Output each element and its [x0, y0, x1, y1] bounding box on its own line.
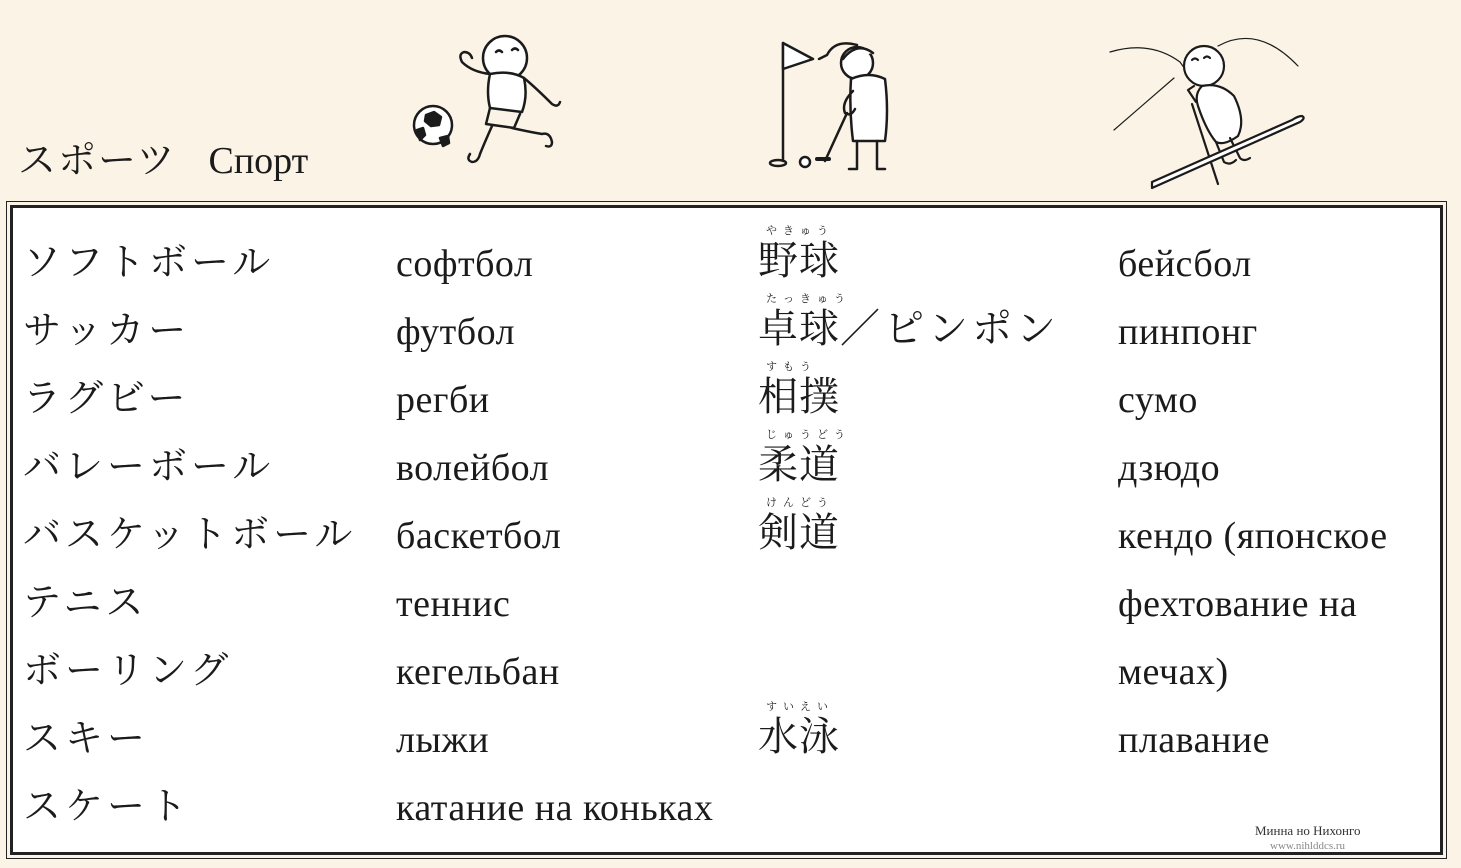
kanji-russian-translation: пинпонг — [1118, 311, 1258, 353]
kanji-entry — [758, 700, 840, 760]
table-row — [13, 360, 1440, 432]
kanji-reading: すもう — [766, 360, 817, 373]
kanji-russian-translation: плавание — [1118, 719, 1271, 761]
kanji-reading — [758, 565, 766, 579]
russian-translation: кегельбан — [396, 651, 560, 693]
kanji-russian-translation: фехтование на — [1118, 583, 1358, 625]
katakana-term: バレーボール — [23, 444, 275, 488]
table-row — [13, 292, 1440, 364]
kanji-russian-translation: сумо — [1118, 379, 1198, 421]
skier-icon — [1108, 30, 1308, 195]
vocab-table — [10, 205, 1443, 855]
kanji-reading: すいえい — [766, 700, 834, 713]
title-japanese: スポーツ — [18, 138, 177, 182]
table-row — [13, 428, 1440, 500]
katakana-term: スキー — [23, 716, 150, 760]
table-row — [13, 636, 1440, 704]
russian-translation: катание на коньках — [396, 787, 714, 829]
russian-translation: софтбол — [396, 243, 534, 285]
page-title — [18, 138, 308, 183]
katakana-term: ラグビー — [23, 376, 190, 420]
table-row — [13, 496, 1440, 568]
kanji-term: 剣道 — [758, 510, 840, 556]
kanji-russian-translation: кендо (японское — [1118, 515, 1388, 557]
russian-translation: волейбол — [396, 447, 550, 489]
kanji-entry — [758, 428, 851, 488]
kanji-russian-translation: дзюдо — [1118, 447, 1221, 489]
kanji-entry — [758, 496, 840, 556]
kanji-reading: けんどう — [766, 496, 834, 509]
table-row — [13, 700, 1440, 772]
kanji-entry — [758, 292, 1060, 352]
kanji-entry — [758, 360, 840, 420]
kanji-entry — [758, 564, 766, 583]
watermark: Минна но Нихонго — [1255, 823, 1361, 838]
katakana-term: バスケットボール — [23, 512, 357, 556]
russian-translation: регби — [396, 379, 490, 421]
kanji-reading: じゅうどう — [766, 428, 851, 441]
kanji-russian-translation: бейсбол — [1118, 243, 1252, 285]
title-russian: Спорт — [208, 140, 309, 182]
russian-translation: футбол — [396, 311, 516, 353]
russian-translation: баскетбол — [396, 515, 562, 557]
kanji-term: 卓球 — [758, 306, 840, 352]
katakana-term: ソフトボール — [23, 240, 275, 284]
kanji-alternative: ／ピンポン — [840, 306, 1060, 352]
katakana-term: ボーリング — [23, 648, 233, 692]
kanji-entry — [758, 224, 840, 284]
kanji-reading: やきゅう — [766, 224, 834, 237]
kanji-term: 水泳 — [758, 714, 840, 760]
kanji-term: 野球 — [758, 238, 840, 284]
golfer-icon — [765, 35, 915, 180]
katakana-term: サッカー — [23, 308, 191, 352]
kanji-term: 柔道 — [758, 442, 840, 488]
kanji-term: 相撲 — [758, 374, 840, 420]
kanji-reading — [758, 769, 766, 783]
kanji-reading: たっきゅう — [766, 292, 851, 305]
kanji-reading — [758, 633, 766, 647]
soccer-player-icon — [408, 30, 598, 180]
russian-translation: лыжи — [396, 719, 490, 761]
russian-translation: теннис — [396, 583, 511, 625]
table-row — [13, 568, 1440, 636]
watermark-url: www.nihlddcs.ru — [1270, 840, 1346, 852]
table-row — [13, 772, 1440, 840]
kanji-entry — [758, 768, 766, 787]
table-row — [13, 224, 1440, 296]
kanji-russian-translation: мечах) — [1118, 651, 1229, 693]
katakana-term: テニス — [23, 580, 148, 624]
katakana-term: スケート — [23, 784, 192, 828]
kanji-entry — [758, 632, 766, 651]
